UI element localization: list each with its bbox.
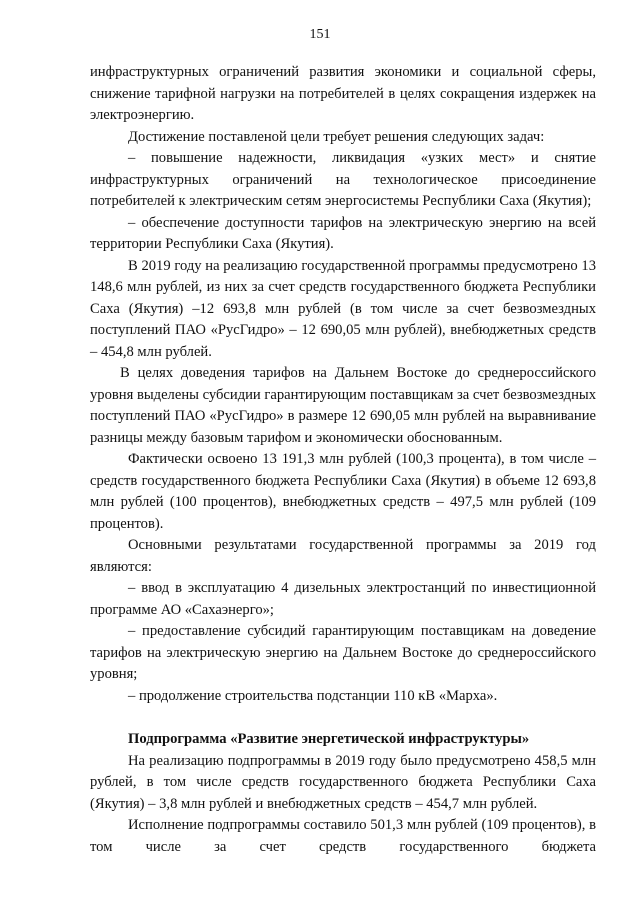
list-item-subsidies: – предоставление субсидий гарантирующим поставщикам на доведение тарифов на электрическую энергию на Дальнем Востоке до среднероссийского уровня; — [90, 623, 596, 682]
paragraph-results-intro: Основными результатами государственной программы за 2019 год являются: — [90, 537, 596, 575]
paragraph-subprogram-execution: Исполнение подпрограммы составило 501,3 млн рублей (109 процентов), в том числе за счет средств государственного бюджета — [90, 817, 596, 855]
paragraph-actual-spending: Фактически освоено 13 191,3 млн рублей (100,3 процента), в том числе – средств государственного бюджета Республики Саха (Якутия) в объеме 12 693,8 млн рублей (100 процентов), внебюджетных средств – 497,5 млн рублей (109 процентов). — [90, 451, 596, 532]
paragraph-subsidies: В целях доведения тарифов на Дальнем Востоке до среднероссийского уровня выделены субсидии гарантирующим поставщикам за счет безвозмездных поступлений ПАО «РусГидро» в размере 12 690,05 млн рублей на выравнивание разницы между базовым тарифом и экономически обоснованным. — [90, 365, 596, 446]
page-number: 151 — [309, 27, 331, 42]
paragraph-task-tariffs: – обеспечение доступности тарифов на электрическую энергию на всей территории Республики Саха (Якутия). — [90, 214, 596, 252]
list-item-power-plants: – ввод в эксплуатацию 4 дизельных электростанций по инвестиционной программе АО «Сахаэнерго»; — [90, 580, 596, 618]
paragraph-subprogram-funding: На реализацию подпрограммы в 2019 году было предусмотрено 458,5 млн рублей, в том числе средств государственного бюджета Республики Саха (Якутия) – 3,8 млн рублей и внебюджетных средств – 454,7 млн рублей. — [90, 752, 596, 812]
list-item-substation: – продолжение строительства подстанции 110 кВ «Марха». — [128, 687, 498, 704]
document-body — [90, 62, 596, 858]
paragraph-task-reliability: – повышение надежности, ликвидация «узких мест» и снятие инфраструктурных ограничений на технологическое присоединение потребителей к электрическим сетям энергосистемы Республики Саха (Якутия); — [90, 150, 596, 209]
paragraph-goal: Достижение поставленой цели требует решения следующих задач: — [128, 128, 545, 145]
paragraph-intro-continuation: инфраструктурных ограничений развития экономики и социальной сферы, снижение тарифной нагрузки на потребителей в целях сокращения издержек на электроэнергию. — [90, 64, 596, 123]
paragraph-funding-2019: В 2019 году на реализацию государственной программы предусмотрено 13 148,6 млн рублей, из них за счет средств государственного бюджета Республики Саха (Якутия) –12 693,8 млн рублей (в том числе за счет безвозмездных поступлений ПАО «РусГидро» – 12 690,05 млн рублей), внебюджетных средств – 454,8 млн рублей. — [90, 257, 596, 360]
subprogram-heading: Подпрограмма «Развитие энергетической инфраструктуры» — [128, 731, 530, 747]
